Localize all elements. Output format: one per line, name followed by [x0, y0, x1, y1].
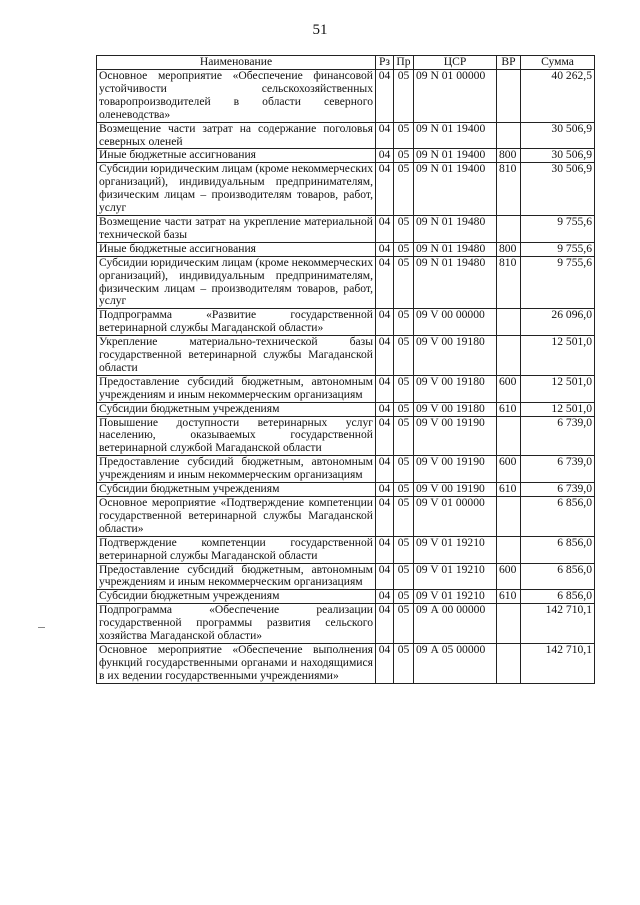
cell-pr: 05 — [394, 456, 414, 483]
cell-vr: 810 — [497, 256, 521, 309]
cell-sum: 12 501,0 — [521, 336, 595, 376]
cell-vr — [497, 122, 521, 149]
cell-csr: 09 V 00 19180 — [414, 402, 497, 416]
cell-csr: 09 V 00 19190 — [414, 483, 497, 497]
table-row — [97, 456, 595, 483]
cell-name: Возмещение части затрат на содержание поголовья северных оленей — [97, 122, 376, 149]
cell-name: Основное мероприятие «Обеспечение выполнения функций государственными органами и находящимися в их ведении государственными учреждениями» — [97, 643, 376, 683]
table-row — [97, 563, 595, 590]
cell-rz: 04 — [376, 309, 394, 336]
cell-rz: 04 — [376, 456, 394, 483]
cell-rz: 04 — [376, 215, 394, 242]
cell-sum: 6 856,0 — [521, 536, 595, 563]
table-row — [97, 149, 595, 163]
cell-csr: 09 N 01 00000 — [414, 70, 497, 123]
header-row — [97, 56, 595, 70]
cell-name: Субсидии бюджетным учреждениям — [97, 590, 376, 604]
cell-name: Основное мероприятие «Обеспечение финансовой устойчивости сельскохозяйственных товаропроизводителей в области северного оленеводства» — [97, 70, 376, 123]
table-row — [97, 70, 595, 123]
cell-sum: 40 262,5 — [521, 70, 595, 123]
margin-mark — [38, 627, 45, 628]
cell-name: Субсидии бюджетным учреждениям — [97, 483, 376, 497]
table-row — [97, 242, 595, 256]
column-header-name: Наименование — [97, 56, 376, 70]
cell-name: Предоставление субсидий бюджетным, автономным учреждениям и иным некоммерческим организациям — [97, 375, 376, 402]
cell-sum: 9 755,6 — [521, 256, 595, 309]
cell-csr: 09 V 00 19190 — [414, 456, 497, 483]
cell-rz: 04 — [376, 483, 394, 497]
cell-pr: 05 — [394, 402, 414, 416]
cell-rz: 04 — [376, 149, 394, 163]
cell-pr: 05 — [394, 590, 414, 604]
cell-pr: 05 — [394, 483, 414, 497]
cell-rz: 04 — [376, 336, 394, 376]
cell-sum: 6 739,0 — [521, 483, 595, 497]
cell-rz: 04 — [376, 256, 394, 309]
cell-vr: 810 — [497, 163, 521, 216]
cell-csr: 09 N 01 19480 — [414, 242, 497, 256]
cell-csr: 09 N 01 19400 — [414, 149, 497, 163]
table-row — [97, 309, 595, 336]
cell-rz: 04 — [376, 375, 394, 402]
cell-rz: 04 — [376, 242, 394, 256]
cell-pr: 05 — [394, 604, 414, 644]
cell-sum: 9 755,6 — [521, 215, 595, 242]
cell-csr: 09 А 00 00000 — [414, 604, 497, 644]
cell-pr: 05 — [394, 70, 414, 123]
table-row — [97, 643, 595, 683]
cell-sum: 6 856,0 — [521, 590, 595, 604]
cell-vr: 610 — [497, 402, 521, 416]
cell-name: Подпрограмма «Обеспечение реализации государственной программы развития сельского хозяйства Магаданской области» — [97, 604, 376, 644]
cell-vr: 610 — [497, 590, 521, 604]
cell-pr: 05 — [394, 149, 414, 163]
cell-rz: 04 — [376, 643, 394, 683]
cell-pr: 05 — [394, 215, 414, 242]
cell-sum: 6 856,0 — [521, 497, 595, 537]
cell-name: Подтверждение компетенции государственной ветеринарной службы Магаданской области — [97, 536, 376, 563]
cell-sum: 12 501,0 — [521, 402, 595, 416]
table-row — [97, 416, 595, 456]
cell-name: Основное мероприятие «Подтверждение компетенции государственной ветеринарной службы Магаданской области» — [97, 497, 376, 537]
cell-csr: 09 V 01 19210 — [414, 563, 497, 590]
cell-vr — [497, 336, 521, 376]
table-row — [97, 375, 595, 402]
cell-name: Субсидии юридическим лицам (кроме некоммерческих организаций), индивидуальным предпринимателям, физическим лицам – производителям товаров, работ, услуг — [97, 256, 376, 309]
cell-vr: 800 — [497, 149, 521, 163]
cell-pr: 05 — [394, 375, 414, 402]
cell-name: Иные бюджетные ассигнования — [97, 149, 376, 163]
table-row — [97, 163, 595, 216]
cell-csr: 09 V 01 00000 — [414, 497, 497, 537]
cell-sum: 12 501,0 — [521, 375, 595, 402]
cell-pr: 05 — [394, 256, 414, 309]
table-row — [97, 483, 595, 497]
cell-sum: 30 506,9 — [521, 163, 595, 216]
cell-sum: 26 096,0 — [521, 309, 595, 336]
table-row — [97, 536, 595, 563]
cell-csr: 09 V 00 19180 — [414, 336, 497, 376]
cell-rz: 04 — [376, 402, 394, 416]
cell-rz: 04 — [376, 163, 394, 216]
table-row — [97, 497, 595, 537]
cell-csr: 09 А 05 00000 — [414, 643, 497, 683]
cell-pr: 05 — [394, 416, 414, 456]
cell-vr — [497, 536, 521, 563]
cell-name: Субсидии юридическим лицам (кроме некоммерческих организаций), индивидуальным предпринимателям, физическим лицам – производителям товаров, работ, услуг — [97, 163, 376, 216]
page-number: 51 — [312, 22, 328, 38]
cell-pr: 05 — [394, 309, 414, 336]
cell-vr: 600 — [497, 456, 521, 483]
cell-pr: 05 — [394, 336, 414, 376]
cell-rz: 04 — [376, 563, 394, 590]
cell-sum: 9 755,6 — [521, 242, 595, 256]
cell-rz: 04 — [376, 536, 394, 563]
cell-csr: 09 N 01 19480 — [414, 215, 497, 242]
cell-sum: 6 856,0 — [521, 563, 595, 590]
cell-pr: 05 — [394, 563, 414, 590]
cell-pr: 05 — [394, 643, 414, 683]
table-row — [97, 215, 595, 242]
cell-vr — [497, 643, 521, 683]
cell-csr: 09 V 00 00000 — [414, 309, 497, 336]
cell-sum: 30 506,9 — [521, 122, 595, 149]
cell-csr: 09 N 01 19400 — [414, 122, 497, 149]
cell-rz: 04 — [376, 590, 394, 604]
cell-name: Иные бюджетные ассигнования — [97, 242, 376, 256]
cell-sum: 6 739,0 — [521, 416, 595, 456]
cell-csr: 09 N 01 19480 — [414, 256, 497, 309]
cell-name: Возмещение части затрат на укрепление материальной технической базы — [97, 215, 376, 242]
column-header-rz: Рз — [376, 56, 394, 70]
cell-vr — [497, 497, 521, 537]
cell-pr: 05 — [394, 536, 414, 563]
cell-vr: 600 — [497, 563, 521, 590]
cell-sum: 30 506,9 — [521, 149, 595, 163]
cell-name: Субсидии бюджетным учреждениям — [97, 402, 376, 416]
cell-sum: 142 710,1 — [521, 604, 595, 644]
cell-csr: 09 V 00 19180 — [414, 375, 497, 402]
cell-rz: 04 — [376, 416, 394, 456]
cell-vr — [497, 309, 521, 336]
cell-pr: 05 — [394, 163, 414, 216]
budget-table — [96, 55, 595, 684]
column-header-sum: Сумма — [521, 56, 595, 70]
column-header-pr: Пр — [394, 56, 414, 70]
cell-name: Предоставление субсидий бюджетным, автономным учреждениям и иным некоммерческим организациям — [97, 563, 376, 590]
table-row — [97, 604, 595, 644]
table-row — [97, 402, 595, 416]
column-header-csr: ЦСР — [414, 56, 497, 70]
cell-vr — [497, 416, 521, 456]
cell-rz: 04 — [376, 122, 394, 149]
cell-vr: 610 — [497, 483, 521, 497]
cell-name: Повышение доступности ветеринарных услуг населению, оказываемых государственной ветеринарной службой Магаданской области — [97, 416, 376, 456]
table-row — [97, 122, 595, 149]
table-row — [97, 336, 595, 376]
cell-csr: 09 V 00 19190 — [414, 416, 497, 456]
cell-csr: 09 V 01 19210 — [414, 536, 497, 563]
cell-vr: 800 — [497, 242, 521, 256]
cell-name: Подпрограмма «Развитие государственной ветеринарной службы Магаданской области» — [97, 309, 376, 336]
cell-pr: 05 — [394, 122, 414, 149]
cell-rz: 04 — [376, 70, 394, 123]
cell-name: Укрепление материально-технической базы государственной ветеринарной службы Магаданской области — [97, 336, 376, 376]
cell-pr: 05 — [394, 497, 414, 537]
cell-csr: 09 V 01 19210 — [414, 590, 497, 604]
cell-vr — [497, 70, 521, 123]
cell-vr — [497, 604, 521, 644]
table-row — [97, 590, 595, 604]
cell-csr: 09 N 01 19400 — [414, 163, 497, 216]
cell-rz: 04 — [376, 497, 394, 537]
cell-vr — [497, 215, 521, 242]
cell-sum: 6 739,0 — [521, 456, 595, 483]
table-row — [97, 256, 595, 309]
cell-vr: 600 — [497, 375, 521, 402]
cell-pr: 05 — [394, 242, 414, 256]
cell-name: Предоставление субсидий бюджетным, автономным учреждениям и иным некоммерческим организациям — [97, 456, 376, 483]
cell-sum: 142 710,1 — [521, 643, 595, 683]
column-header-vr: ВР — [497, 56, 521, 70]
cell-rz: 04 — [376, 604, 394, 644]
